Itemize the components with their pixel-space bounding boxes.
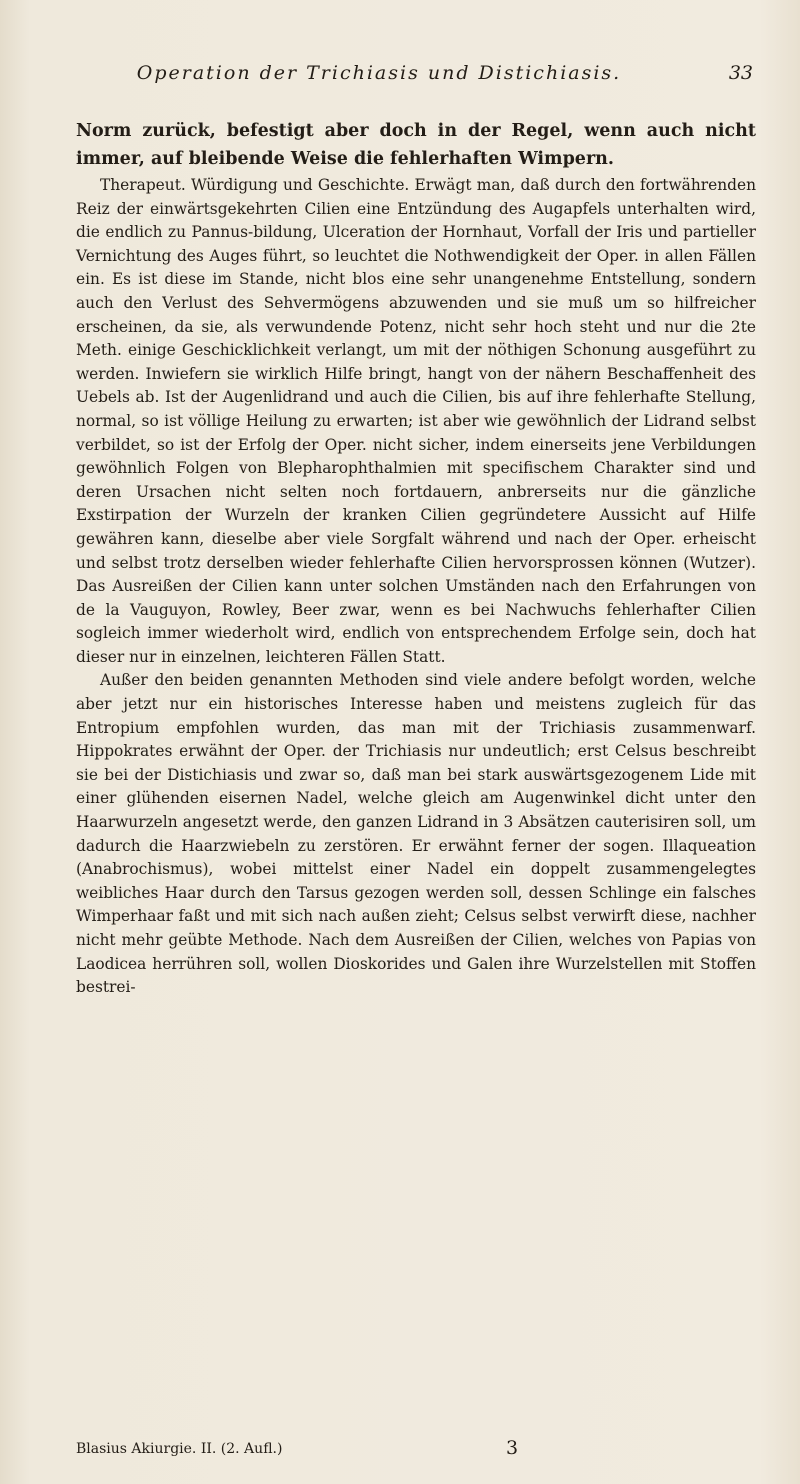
printer-signature: Blasius Akiurgie. II. (2. Aufl.): [76, 1441, 283, 1457]
body-text: [76, 118, 756, 1000]
page-header: [85, 62, 753, 92]
running-title: Operation der Trichiasis und Distichiasis.: [136, 62, 622, 84]
paragraph-continuation: Norm zurück, befestigt aber doch in der Regel, wenn auch nicht immer, auf bleibende Weise die fehlerhaften Wimpern.: [76, 121, 756, 169]
page-footer: [76, 1437, 756, 1463]
signature-mark: 3: [506, 1437, 519, 1459]
page-number: 33: [728, 62, 753, 84]
paragraph-other-methods: Außer den beiden genannten Methoden sind viele andere befolgt worden, welche aber jetzt nur ein historisches Interesse haben und meistens zugleich für das Entropium empfohlen wurden, das man mit der Trichiasis zusammenwarf. Hippokrates erwähnt der Oper. der Trichiasis nur undeutlich; erst Celsus beschreibt sie bei der Distichiasis und zwar so, daß man bei stark auswärtsgezogenem Lide mit einer glühenden eisernen Nadel, welche gleich am Augenwinkel dicht unter den Haarwurzeln angesetzt werde, den ganzen Lidrand in 3 Absätzen cauterisiren soll, um dadurch die Haarzwiebeln zu zerstören. Er erwähnt ferner der sogen. Illaqueation (Anabrochismus), wobei mittelst einer Nadel ein doppelt zusammengelegtes weibliches Haar durch den Tarsus gezogen werden soll, dessen Schlinge ein falsches Wimperhaar faßt und mit sich nach außen zieht; Celsus selbst verwirft diese, nachher nicht mehr geübte Methode. Nach dem Ausreißen der Cilien, welches von Papias von Laodicea herrühren soll, wollen Dioskorides und Galen ihre Wurzelstellen mit Stoffen bestrei-: [76, 671, 756, 997]
paragraph-therapeutic-assessment: Therapeut. Würdigung und Geschichte. Erwägt man, daß durch den fortwährenden Reiz der einwärtsgekehrten Cilien eine Entzündung des Augapfels unterhalten wird, die endlich zu Pannus-bildung, Ulceration der Hornhaut, Vorfall der Iris und partieller Vernichtung des Auges führt, so leuchtet die Nothwendigkeit der Oper. in allen Fällen ein. Es ist diese im Stande, nicht blos eine sehr unangenehme Entstellung, sondern auch den Verlust des Sehvermögens abzuwenden und sie muß um so hilfreicher erscheinen, da sie, als verwundende Potenz, nicht sehr hoch steht und nur die 2te Meth. einige Geschicklichkeit verlangt, um mit der nöthigen Schonung ausgeführt zu werden. Inwiefern sie wirklich Hilfe bringt, hangt von der nähern Beschaffenheit des Uebels ab. Ist der Augenlidrand und auch die Cilien, bis auf ihre fehlerhafte Stellung, normal, so ist völlige Heilung zu erwarten; ist aber wie gewöhnlich der Lidrand selbst verbildet, so ist der Erfolg der Oper. nicht sicher, indem einerseits jene Verbildungen gewöhnlich Folgen von Blepharophthalmien mit specifischem Charakter sind und deren Ursachen nicht selten noch fortdauern, anbrerseits nur die gänzliche Exstirpation der Wurzeln der kranken Cilien gegründetere Aussicht auf Hilfe gewähren kann, dieselbe aber viele Sorgfalt während und nach der Oper. erheischt und selbst trotz derselben wieder fehlerhafte Cilien hervorsprossen können (Wutzer). Das Ausreißen der Cilien kann unter solchen Umständen nach den Erfahrungen von de la Vauguyon, Rowley, Beer zwar, wenn es bei Nachwuchs fehlerhafter Cilien sogleich immer wiederholt wird, endlich von entsprechendem Erfolge sein, doch hat dieser nur in einzelnen, leichteren Fällen Statt.: [76, 176, 756, 666]
